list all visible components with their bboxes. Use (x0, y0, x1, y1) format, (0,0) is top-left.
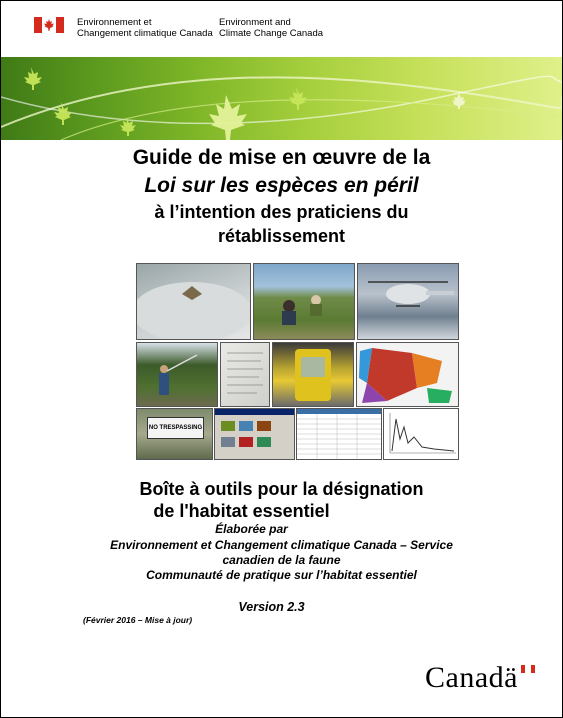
canada-wordmark: Canadä (425, 661, 518, 694)
organization-line-2: canadien de la faune (222, 553, 341, 567)
leaf-swirl-decoration (1, 57, 562, 140)
photo-habitat-map (356, 342, 459, 407)
photo-telemetry-antenna (136, 342, 218, 407)
toolkit-title-line-2: de l'habitat essentiel (153, 501, 330, 521)
sign-text: NO TRESPASSING (147, 417, 204, 439)
department-name-en: Environment and Climate Change Canada (219, 17, 324, 39)
photo-field-notebook (220, 342, 270, 407)
revision-date: (Février 2016 – Mise à jour) (83, 615, 193, 625)
screenshot-line-graph (383, 408, 459, 460)
photo-field-survey (253, 263, 355, 340)
title-line-4: rétablissement (217, 226, 346, 246)
screenshot-spreadsheet (296, 408, 382, 460)
photo-gps-unit (272, 342, 354, 407)
title-line-1: Guide de mise en œuvre de la (132, 146, 431, 169)
version-label: Version 2.3 (238, 600, 305, 614)
prepared-by-label: Élaborée par (215, 522, 288, 536)
canada-flag-icon (34, 17, 64, 33)
organization-line-3: Communauté de pratique sur l’habitat essentiel (146, 568, 417, 582)
photo-no-trespassing-sign (136, 408, 213, 460)
department-name-fr: Environnement et Changement climatique Canada (77, 17, 213, 39)
wordmark-flag-icon (521, 665, 535, 673)
photo-moth-on-hand (136, 263, 251, 340)
screenshot-software-dialog (214, 408, 295, 460)
toolkit-title-line-1: Boîte à outils pour la désignation (139, 479, 424, 499)
maple-leaf-banner (1, 57, 562, 140)
title-line-3: à l’intention des praticiens du (154, 202, 409, 222)
photo-helicopter (357, 263, 459, 340)
title-line-2: Loi sur les espèces en péril (144, 174, 419, 197)
organization-line-1: Environnement et Changement climatique Canada – Service (110, 538, 453, 552)
